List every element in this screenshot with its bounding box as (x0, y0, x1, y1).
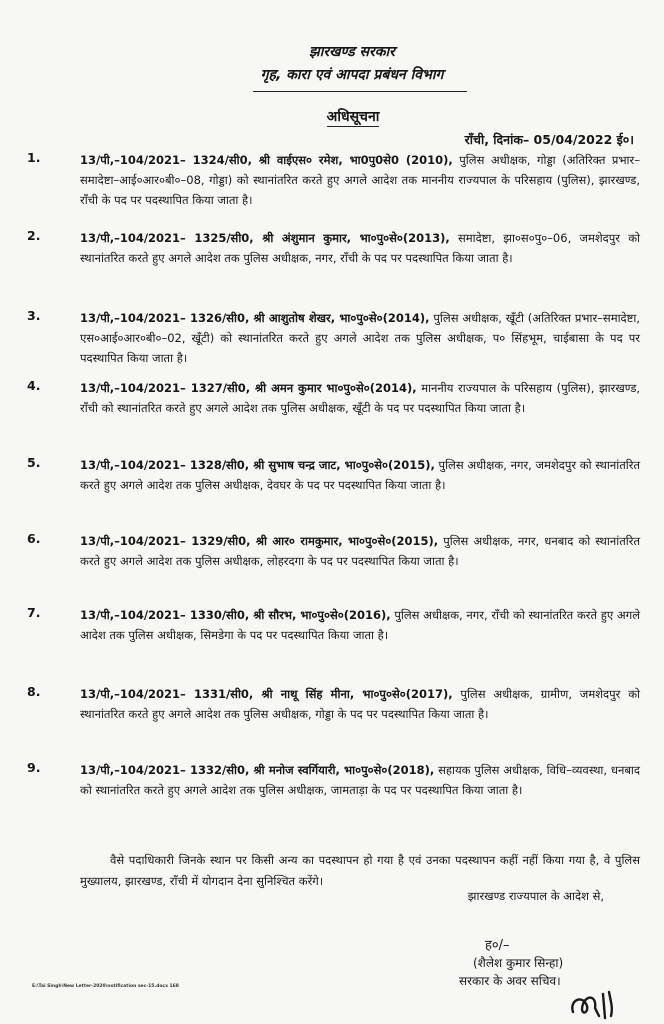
item-body (80, 531, 640, 571)
item-text: पुलिस अधीक्षक, ग्रामीण, जमशेदपुर को स्थानांतरित करते हुए अगले आदेश तक पुलिस अधीक्षक, गोड्डा के पद पर पदस्थापित किया जाता है। (80, 687, 641, 721)
item-number: 2. (27, 228, 41, 243)
item-text: सहायक पुलिस अधीक्षक, विधि–व्यवस्था, धनबाद को स्थानांतरित करते हुए अगले आदेश तक पुलिस अधीक्षक, जामताड़ा के पद पर पदस्थापित किया जाता है। (80, 763, 641, 797)
order-line: झारखण्ड राज्यपाल के आदेश से, (467, 889, 604, 903)
item-number: 5. (27, 455, 41, 470)
item-number: 1. (27, 150, 41, 165)
item-number: 4. (27, 378, 41, 393)
item-body (80, 760, 640, 800)
item-body (80, 684, 640, 724)
handwritten-initials-icon (565, 986, 625, 1022)
signatory-title: सरकार के अवर सचिव। (459, 974, 561, 988)
item-reference: 13/पी,–104/2021– 1326/सी0, श्री आशुतोष शेखर, भा०पु०से०(2014), (80, 311, 430, 325)
item-number: 3. (27, 308, 41, 323)
item-reference: 13/पी,–104/2021– 1325/सी0, श्री अंशुमान कुमार, भा०पु०से०(2013), (80, 231, 450, 245)
item-reference: 13/पी,–104/2021– 1332/सी0, श्री मनोज स्वर्गियारी, भा०पु०से०(2018), (80, 763, 435, 777)
item-text: पुलिस अधीक्षक, नगर, राँची को स्थानांतरित करते हुए अगले आदेश तक पुलिस अधीक्षक, सिमडेगा के पद पर पदस्थापित किया जाता है। (80, 608, 640, 642)
notice-title-text: अधिसूचना (326, 109, 380, 125)
item-body (80, 228, 640, 268)
closing-paragraph: वैसे पदाधिकारी जिनके स्थान पर किसी अन्य का पदस्थापन हो गया है एवं उनका पदस्थापन कहीं नहीं किया गया है, वे पुलिस मुख्यालय, झारखण्ड, राँची में योगदान देना सुनिश्चित करेंगे। (80, 853, 640, 888)
file-path-footer: E:\Tai Singh\New Letter-2020\notification sec-15.docx 168 (32, 984, 179, 989)
dateline: राँची, दिनांक– 05/04/2022 ई०। (464, 132, 634, 147)
item-text: समादेष्टा, झा०स०पु०–06, जमशेदपुर को स्थानांतरित करते हुए अगले आदेश तक पुलिस अधीक्षक, नगर, राँची के पद पर पदस्थापित किया जाता है। (80, 231, 641, 265)
item-text: पुलिस अधीक्षक, खूँटी (अतिरिक्त प्रभार–समादेष्टा, एस०आई०आर०बी०–02, खूँटी) को स्थानांतरित करते हुए अगले आदेश तक पुलिस अधीक्षक, प० सिंहभूम, चाईबासा के पद पर पदस्थापित किया जाता है। (80, 311, 641, 365)
item-body (80, 308, 640, 368)
item-number: 9. (27, 760, 41, 775)
item-reference: 13/पी,–104/2021– 1324/सी0, श्री वाईएस० रमेश, भा0पु0से0 (2010), (80, 153, 453, 167)
item-reference: 13/पी,–104/2021– 1331/सी0, श्री नाथू सिंह मीना, भा०पु०से०(2017), (80, 687, 453, 701)
notice-title (0, 107, 664, 126)
government-name: झारखण्ड सरकार (309, 44, 395, 60)
item-reference: 13/पी,–104/2021– 1329/सी0, श्री आर० रामकुमार, भा०पु०से०(2015), (80, 534, 439, 548)
item-number: 8. (27, 684, 41, 699)
item-body (80, 150, 640, 210)
item-number: 6. (27, 531, 41, 546)
item-number: 7. (27, 605, 41, 620)
item-body (80, 605, 640, 645)
item-reference: 13/पी,–104/2021– 1330/सी0, श्री सौरभ, भा०पु०से०(2016), (80, 608, 391, 622)
item-body (80, 378, 640, 418)
item-text: पुलिस अधीक्षक, गोड्डा (अतिरिक्त प्रभार– समादेष्टा–आई०आर०बी०–08, गोड्डा) को स्थानांतरित करते हुए अगले आदेश तक माननीय राज्यपाल के परिसहाय (पुलिस), झारखण्ड, राँची के पद पर पदस्थापित किया जाता है। (80, 153, 640, 207)
signature-mark: ह०/– (485, 938, 510, 953)
item-reference: 13/पी,–104/2021– 1327/सी0, श्री अमन कुमार भा०पु०से०(2014), (80, 381, 417, 395)
item-reference: 13/पी,–104/2021– 1328/सी0, श्री सुभाष चन्द्र जाट, भा०पु०से०(2015), (80, 458, 435, 472)
item-body (80, 455, 640, 495)
header-rule (253, 91, 467, 92)
item-text: पुलिस अधीक्षक, नगर, धनबाद को स्थानांतरित करते हुए अगले आदेश तक पुलिस अधीक्षक, लोहरदगा के पद पर पदस्थापित किया जाता है। (80, 534, 641, 568)
item-text: माननीय राज्यपाल के परिसहाय (पुलिस), झारखण्ड, राँची को स्थानांतरित करते हुए अगले आदेश तक पुलिस अधीक्षक, खूँटी के पद पर पदस्थापित किया जाता है। (80, 381, 640, 415)
signatory-name: (शैलेश कुमार सिन्हा) (473, 956, 564, 970)
letterhead (0, 42, 664, 92)
item-text: पुलिस अधीक्षक, नगर, जमशेदपुर को स्थानांतरित करते हुए अगले आदेश तक पुलिस अधीक्षक, देवघर के पद पर पदस्थापित किया जाता है। (80, 458, 641, 492)
department-name: गृह, कारा एवं आपदा प्रबंधन विभाग (260, 67, 444, 83)
